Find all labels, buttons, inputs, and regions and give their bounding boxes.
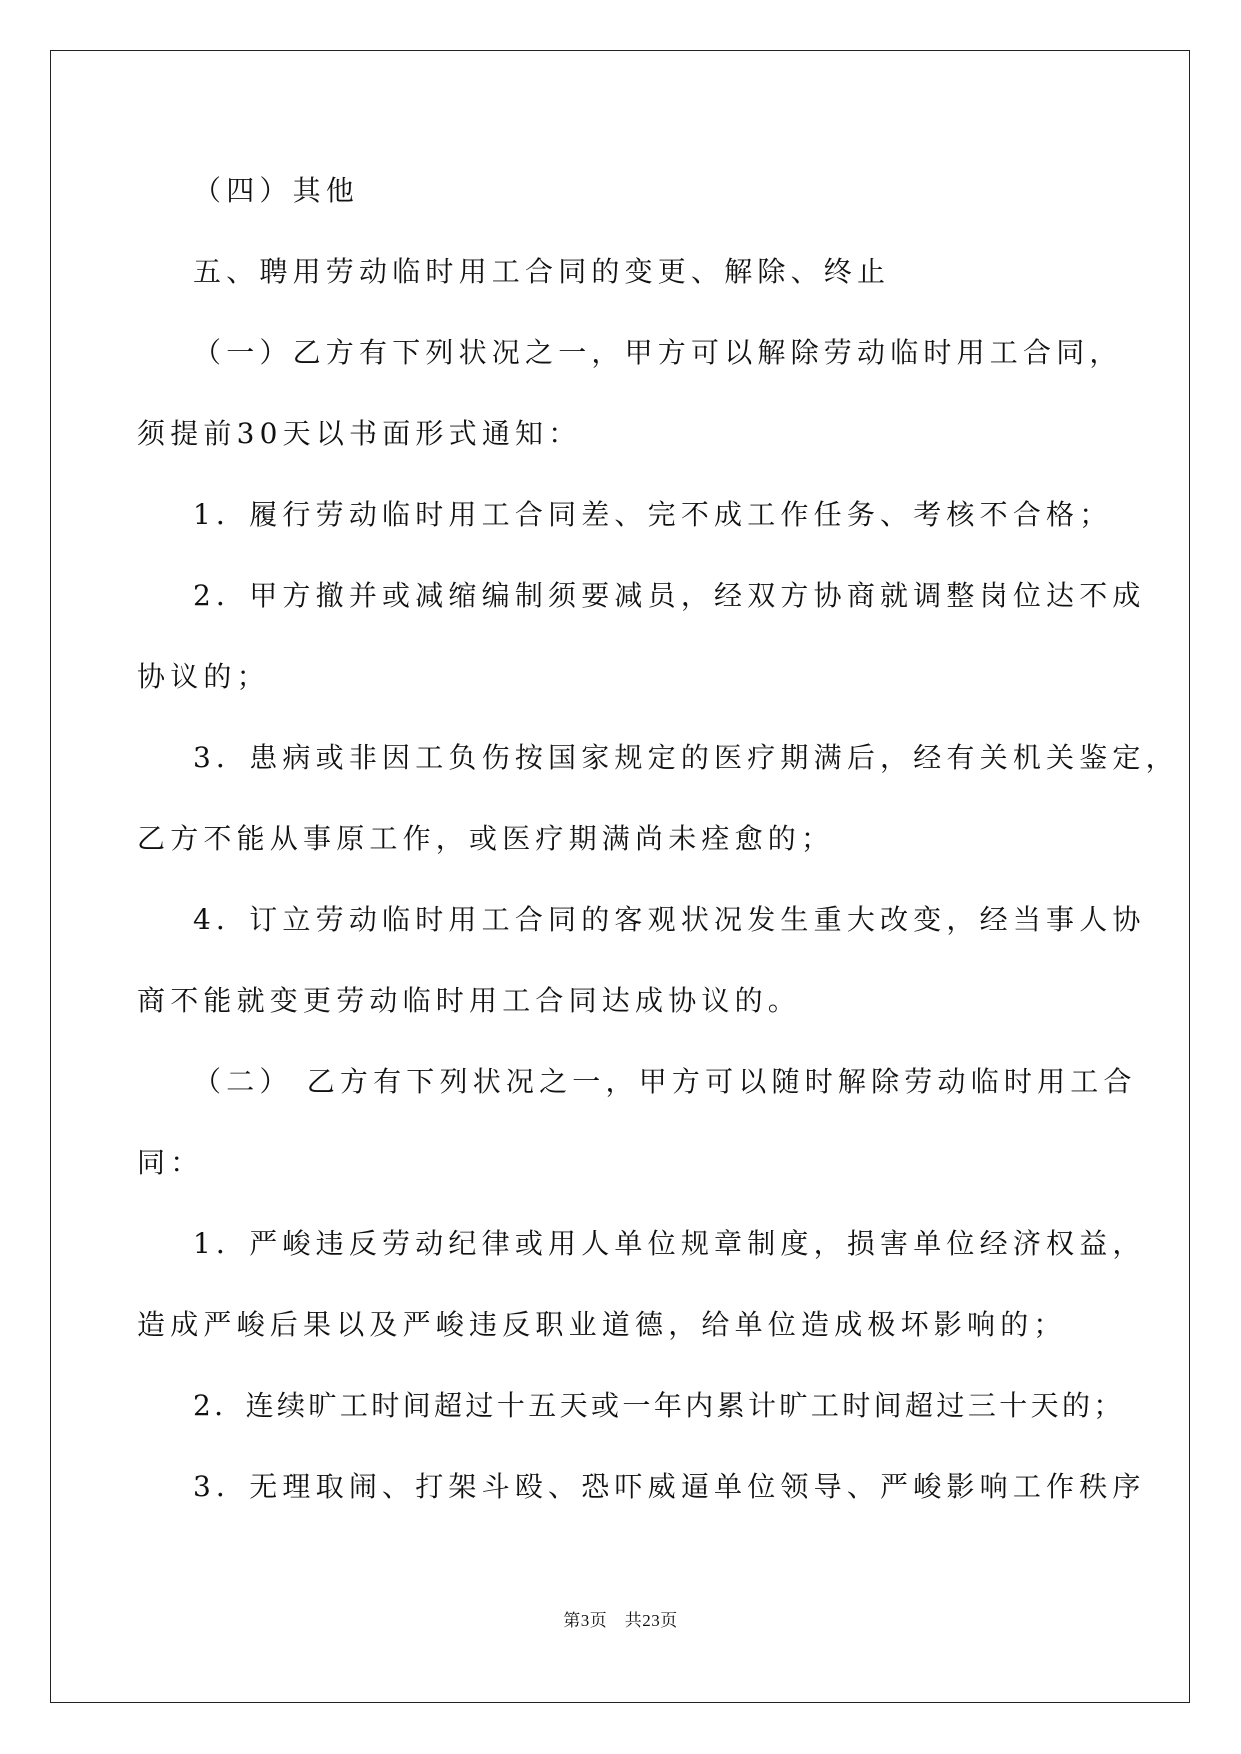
list-item-line: 3．患病或非因工负伤按国家规定的医疗期满后，经有关机关鉴定， [193, 741, 1179, 774]
list-item-line: 协议的； [137, 660, 270, 693]
page-number: 第3页 [563, 1611, 608, 1630]
list-item-line: 2．连续旷工时间超过十五天或一年内累计旷工时间超过三十天的； [193, 1389, 1125, 1422]
list-item-line: 1．履行劳动临时用工合同差、完不成工作任务、考核不合格； [193, 498, 1113, 531]
section-heading-five: 五、聘用劳动临时用工合同的变更、解除、终止 [193, 255, 891, 288]
paragraph-line: 须提前30天以书面形式通知： [137, 417, 582, 450]
list-item-line: 商不能就变更劳动临时用工合同达成协议的。 [137, 984, 802, 1017]
paragraph-line: （一）乙方有下列状况之一，甲方可以解除劳动临时用工合同， [193, 336, 1123, 369]
list-item-line: 3．无理取闹、打架斗殴、恐吓威逼单位领导、严峻影响工作秩序 [193, 1470, 1146, 1503]
list-item-line: 1．严峻违反劳动纪律或用人单位规章制度，损害单位经济权益， [193, 1227, 1146, 1260]
section-heading-other: （四）其他 [193, 174, 360, 207]
list-item-line: 2．甲方撤并或减缩编制须要减员，经双方协商就调整岗位达不成 [193, 579, 1146, 612]
list-item-line: 造成严峻后果以及严峻违反职业道德，给单位造成极坏影响的； [137, 1308, 1067, 1341]
page-footer [0, 1606, 1241, 1631]
page-border [50, 50, 1190, 1703]
list-item-line: 乙方不能从事原工作，或医疗期满尚未痊愈的； [137, 822, 835, 855]
paragraph-line: 同： [137, 1146, 204, 1179]
total-pages: 共23页 [624, 1611, 678, 1630]
list-item-line: 4．订立劳动临时用工合同的客观状况发生重大改变，经当事人协 [193, 903, 1146, 936]
paragraph-line: （二） 乙方有下列状况之一，甲方可以随时解除劳动临时用工合 [193, 1065, 1137, 1098]
